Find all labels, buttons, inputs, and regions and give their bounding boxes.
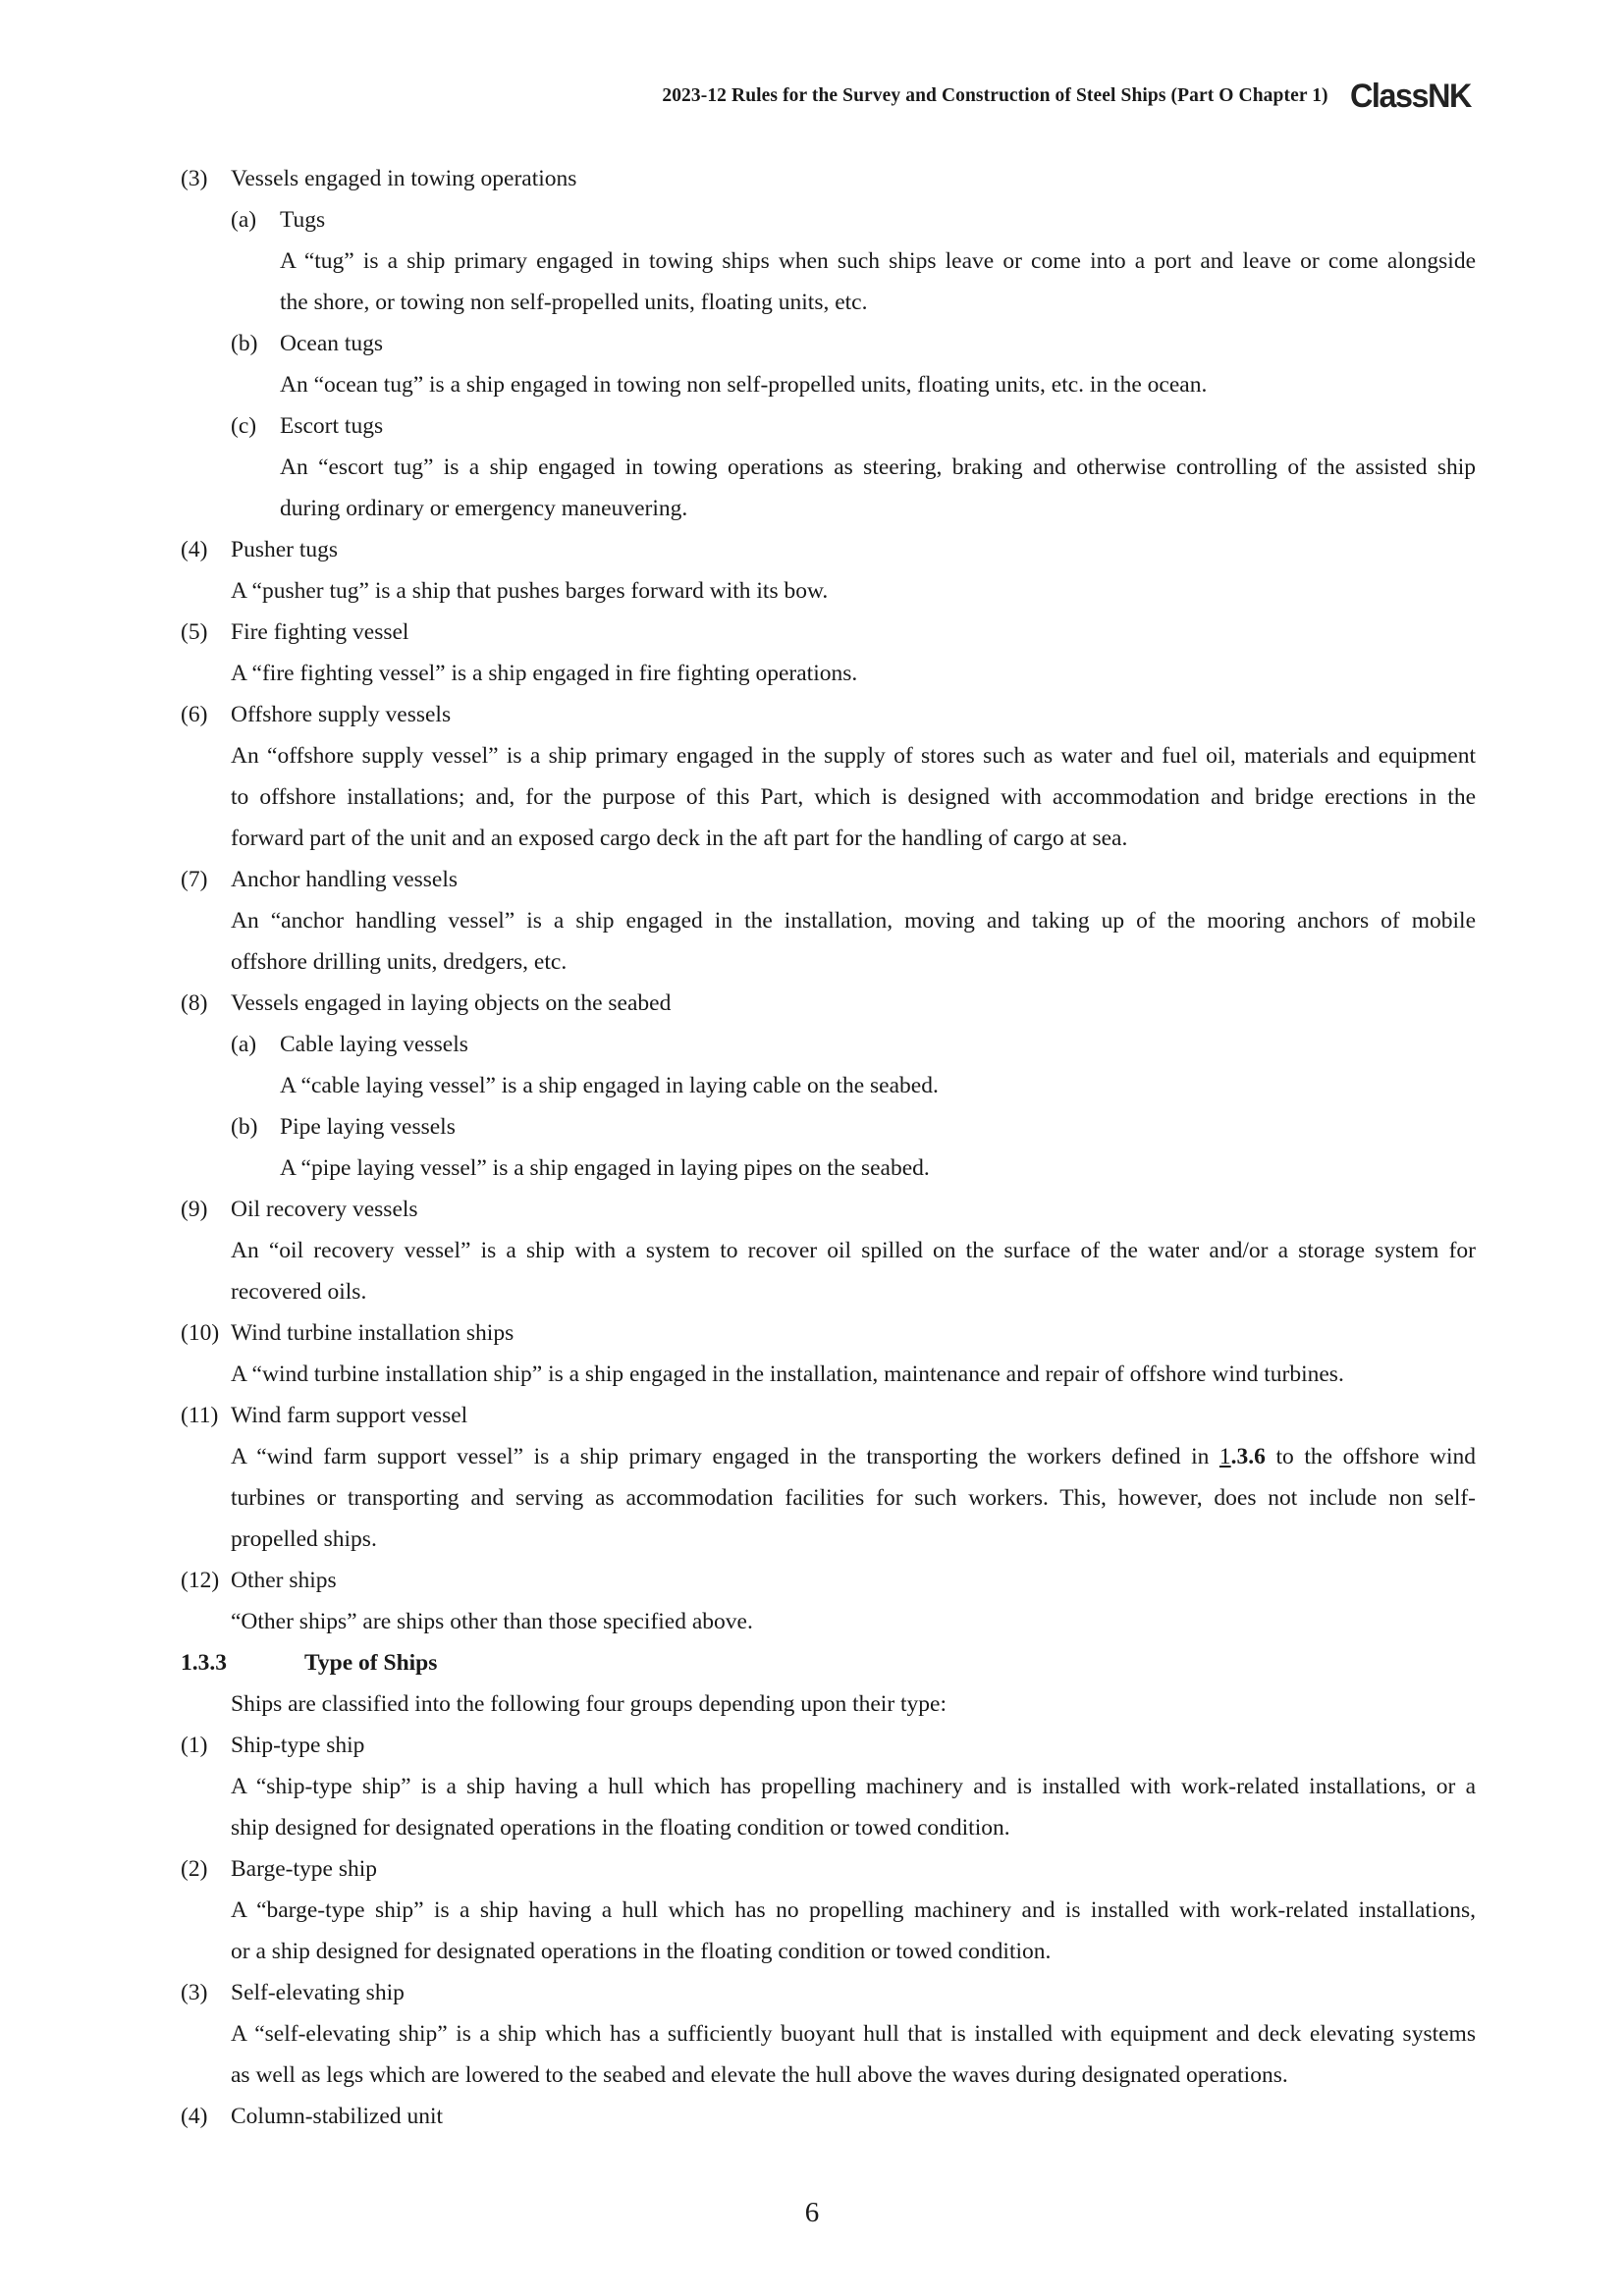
sublist-number: (a) <box>231 1032 257 1057</box>
paragraph-line: A “pusher tug” is a ship that pushes barges forward with its bow. <box>231 578 829 604</box>
page-header <box>662 77 1477 116</box>
section-title: Type of Ships <box>304 1650 438 1676</box>
header-title: 2023-12 Rules for the Survey and Construction of Steel Ships (Part O Chapter 1) <box>662 85 1328 106</box>
paragraph-line: An “ocean tug” is a ship engaged in towing non self-propelled units, floating units, etc. in the ocean. <box>280 372 1208 398</box>
paragraph-line: during ordinary or emergency maneuvering. <box>280 496 688 521</box>
paragraph-line: recovered oils. <box>231 1279 367 1305</box>
sublist-number: (b) <box>231 1114 258 1140</box>
list-number: (4) <box>181 537 208 562</box>
paragraph-text: A “wind farm support vessel” is a ship primary engaged in the transporting the workers defined in <box>231 1444 1210 1469</box>
paragraph-line: A “barge-type ship” is a ship having a hull which has no propelling machinery and is installed with work-related installations, <box>231 1897 1476 1923</box>
list-number: (9) <box>181 1197 208 1222</box>
paragraph-line: “Other ships” are ships other than those specified above. <box>231 1609 753 1634</box>
list-heading: Offshore supply vessels <box>231 702 452 727</box>
list-heading: Vessels engaged in laying objects on the seabed <box>231 990 672 1016</box>
classnk-logo: ClassNK <box>1349 77 1471 115</box>
paragraph-line: forward part of the unit and an exposed cargo deck in the aft part for the handling of cargo at sea. <box>231 826 1128 851</box>
list-number: (8) <box>181 990 208 1016</box>
paragraph-line: to offshore installations; and, for the purpose of this Part, which is designed with accommodation and bridge erections in the <box>231 784 1476 810</box>
list-heading: Barge-type ship <box>231 1856 378 1882</box>
sublist-number: (c) <box>231 413 257 439</box>
paragraph-line <box>231 1443 1476 1470</box>
paragraph-line: A “wind turbine installation ship” is a ship engaged in the installation, maintenance and repair of offshore wind turbines. <box>231 1362 1344 1387</box>
list-heading: Column-stabilized unit <box>231 2104 444 2129</box>
sublist-heading: Ocean tugs <box>280 331 384 356</box>
list-heading: Fire fighting vessel <box>231 619 409 645</box>
paragraph-line: A “ship-type ship” is a ship having a hull which has propelling machinery and is installed with work-related installations, or a <box>231 1774 1476 1799</box>
list-heading: Ship-type ship <box>231 1733 365 1758</box>
list-number: (4) <box>181 2104 208 2129</box>
list-heading: Other ships <box>231 1568 337 1593</box>
sublist-heading: Tugs <box>280 207 326 233</box>
list-number: (3) <box>181 1980 208 2005</box>
paragraph-line: A “self-elevating ship” is a ship which has a sufficiently buoyant hull that is installed with equipment and deck elevating systems <box>231 2021 1476 2047</box>
page-number: 6 <box>804 2197 820 2228</box>
list-number: (1) <box>181 1733 208 1758</box>
paragraph-line: the shore, or towing non self-propelled units, floating units, etc. <box>280 290 868 315</box>
list-number: (11) <box>181 1403 219 1428</box>
paragraph-line: as well as legs which are lowered to the seabed and elevate the hull above the waves during designated operations. <box>231 2062 1288 2088</box>
paragraph-line: A “pipe laying vessel” is a ship engaged in laying pipes on the seabed. <box>280 1155 930 1181</box>
paragraph-line: propelled ships. <box>231 1526 377 1552</box>
list-number: (7) <box>181 867 208 892</box>
paragraph-line: offshore drilling units, dredgers, etc. <box>231 949 568 975</box>
section-number: 1.3.3 <box>181 1650 227 1676</box>
sublist-heading: Escort tugs <box>280 413 384 439</box>
list-heading: Oil recovery vessels <box>231 1197 418 1222</box>
paragraph-line: An “offshore supply vessel” is a ship primary engaged in the supply of stores such as water and fuel oil, materials and equipment <box>231 743 1476 769</box>
paragraph-line: A “fire fighting vessel” is a ship engaged in fire fighting operations. <box>231 661 858 686</box>
list-heading: Wind farm support vessel <box>231 1403 468 1428</box>
list-heading: Pusher tugs <box>231 537 339 562</box>
sublist-heading: Cable laying vessels <box>280 1032 468 1057</box>
list-number: (3) <box>181 166 208 191</box>
paragraph-line: or a ship designed for designated operations in the floating condition or towed condition. <box>231 1939 1052 1964</box>
sublist-number: (a) <box>231 207 257 233</box>
paragraph-line: ship designed for designated operations in the floating condition or towed condition. <box>231 1815 1010 1841</box>
paragraph-text: to the offshore wind <box>1275 1444 1477 1469</box>
list-number: (2) <box>181 1856 208 1882</box>
paragraph-line: An “escort tug” is a ship engaged in towing operations as steering, braking and otherwise controlling of the assisted ship <box>280 454 1476 480</box>
list-heading: Wind turbine installation ships <box>231 1320 514 1346</box>
paragraph-line: A “cable laying vessel” is a ship engaged in laying cable on the seabed. <box>280 1073 939 1098</box>
paragraph-line: An “anchor handling vessel” is a ship engaged in the installation, moving and taking up of the mooring anchors of mobile <box>231 908 1476 934</box>
paragraph-line: turbines or transporting and serving as accommodation facilities for such workers. This, however, does not include non self- <box>231 1485 1476 1511</box>
paragraph-line: Ships are classified into the following four groups depending upon their type: <box>231 1691 947 1717</box>
sublist-heading: Pipe laying vessels <box>280 1114 456 1140</box>
cross-reference-link[interactable]: 1.3.6 <box>1218 1444 1266 1469</box>
list-heading: Self-elevating ship <box>231 1980 405 2005</box>
list-number: (12) <box>181 1568 220 1593</box>
list-heading: Vessels engaged in towing operations <box>231 166 577 191</box>
list-heading: Anchor handling vessels <box>231 867 459 892</box>
paragraph-line: An “oil recovery vessel” is a ship with a system to recover oil spilled on the surface of the water and/or a storage system for <box>231 1238 1476 1263</box>
list-number: (5) <box>181 619 208 645</box>
paragraph-line: A “tug” is a ship primary engaged in towing ships when such ships leave or come into a port and leave or come alongside <box>280 248 1476 274</box>
sublist-number: (b) <box>231 331 258 356</box>
list-number: (6) <box>181 702 208 727</box>
list-number: (10) <box>181 1320 220 1346</box>
